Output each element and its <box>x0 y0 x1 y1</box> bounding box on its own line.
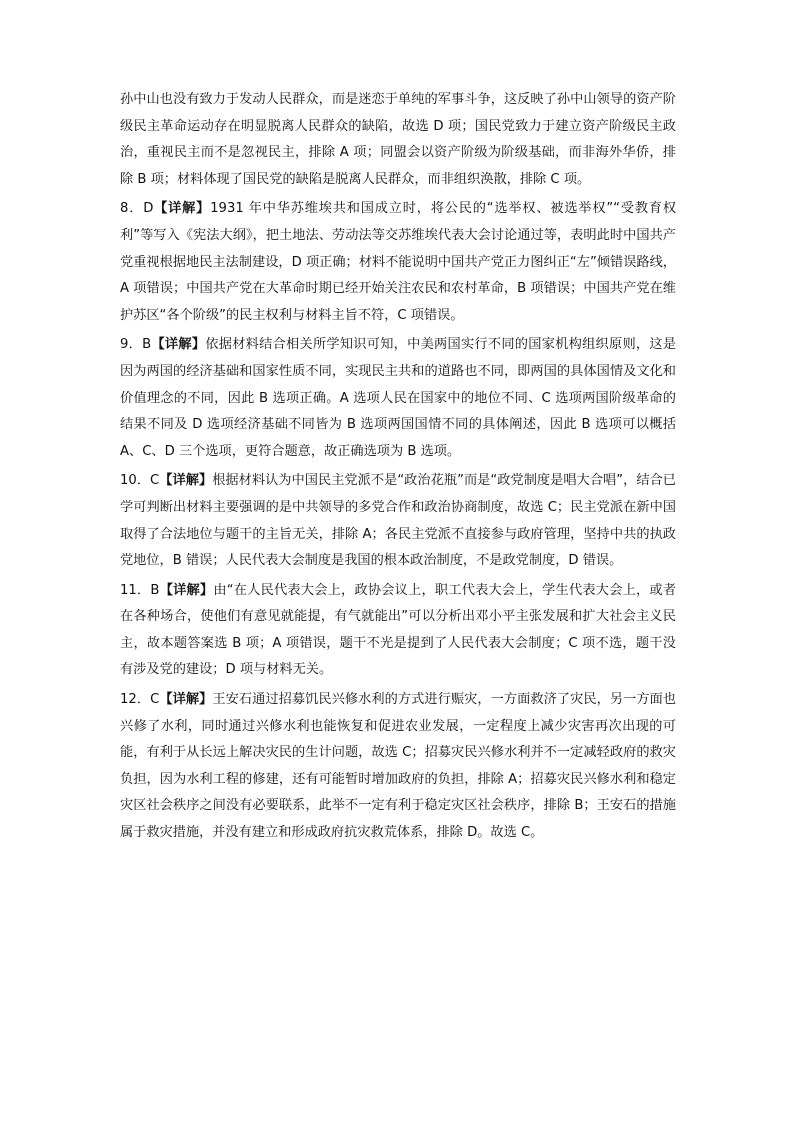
explanation-tag: 【详解】 <box>159 473 213 489</box>
question-number-answer: 10．C <box>120 473 160 489</box>
paragraph-answer-8 <box>120 196 676 329</box>
paragraph-text: 孙中山也没有致力于发动人民群众，而是迷恋于单纯的军事斗争，这反映了孙中山领导的资产阶级民主革命运动存在明显脱离人民群众的缺陷，故选 D 项；国民党致力于建立资产阶级民主政治，重视民主而不是忽视民主，排除 A 项；同盟会以资产阶级为阶级基础，而非海外华侨，排除 B 项；材料体现了国民党的缺陷是脱离人民群众，而非组织涣散，排除 C 项。 <box>120 92 676 187</box>
paragraph-answer-9 <box>120 332 676 465</box>
explanation-tag: 【详解】 <box>159 692 213 708</box>
paragraph-text: 1931 年中华苏维埃共和国成立时，将公民的“选举权、被选举权”“受教育权利”等写入《宪法大纲》，把土地法、劳动法等交苏维埃代表大会讨论通过等，表明此时中国共产党重视根据地民主法制建设，D 项正确；材料不能说明中国共产党正力图纠正“左”倾错误路线，A 项错误；中国共产党在大革命时期已经开始关注农民和农村革命，B 项错误；中国共产党在维护苏区“各个阶级”的民主权利与材料主旨不符，C 项错误。 <box>120 201 677 323</box>
paragraph-answer-12 <box>120 687 676 847</box>
paragraph-answer-11 <box>120 578 676 684</box>
explanation-tag: 【详解】 <box>153 201 211 217</box>
paragraph-text: 根据材料认为中国民主党派不是“政治花瓶”而是“政党制度是唱大合唱”，结合已学可判断出材料主要强调的是中共领导的多党合作和政治协商制度，故选 C；民主党派在新中国取得了合法地位与题干的主旨无关，排除 A；各民主党派不直接参与政府管理，坚持中共的执政党地位，B 错误；人民代表大会制度是我国的根本政治制度，不是政党制度，D 错误。 <box>120 473 676 569</box>
paragraph-7-continued <box>120 87 676 193</box>
question-number-answer: 9．B <box>120 337 152 353</box>
question-number-answer: 11．B <box>120 582 160 598</box>
question-number-answer: 12．C <box>120 692 160 708</box>
question-number-answer: 8．D <box>120 201 154 217</box>
answer-explanations <box>120 87 676 850</box>
explanation-tag: 【详解】 <box>151 337 206 353</box>
paragraph-text: 依据材料结合相关所学知识可知，中美两国实行不同的国家机构组织原则，这是因为两国的经济基础和国家性质不同，实现民主共和的道路也不同，即两国的具体国情及文化和价值理念的不同，因此 B 选项正确。A 选项人民在国家中的地位不同、C 选项两国阶级革命的结果不同及 D 选项经济基础不同皆为 B 选项两国国情不同的具体阐述，因此 B 选项可以概括 A、C、D 三个选项，更符合题意，故正确选项为 B 选项。 <box>120 337 677 459</box>
paragraph-answer-10 <box>120 468 676 574</box>
paragraph-text: 王安石通过招募饥民兴修水利的方式进行赈灾，一方面救济了灾民，另一方面也兴修了水利，同时通过兴修水利也能恢复和促进农业发展，一定程度上减少灾害再次出现的可能，有利于从长远上解决灾民的生计问题，故选 C；招募灾民兴修水利并不一定减轻政府的救灾负担，因为水利工程的修建，还有可能暂时增加政府的负担，排除 A；招募灾民兴修水利和稳定灾区社会秩序之间没有必要联系，此举不一定有利于稳定灾区社会秩序，排除 B；王安石的措施属于救灾措施，并没有建立和形成政府抗灾救荒体系，排除 D。故选 C。 <box>120 692 677 841</box>
paragraph-text: 由“在人民代表大会上，政协会议上，职工代表大会上，学生代表大会上，或者在各种场合，使他们有意见就能提，有气就能出”可以分析出邓小平主张发展和扩大社会主义民主，故本题答案选 B 项；A 项错误，题干不光是提到了人民代表大会制度；C 项不选，题干没有涉及党的建设；D 项与材料无关。 <box>120 582 677 678</box>
explanation-tag: 【详解】 <box>159 582 214 598</box>
